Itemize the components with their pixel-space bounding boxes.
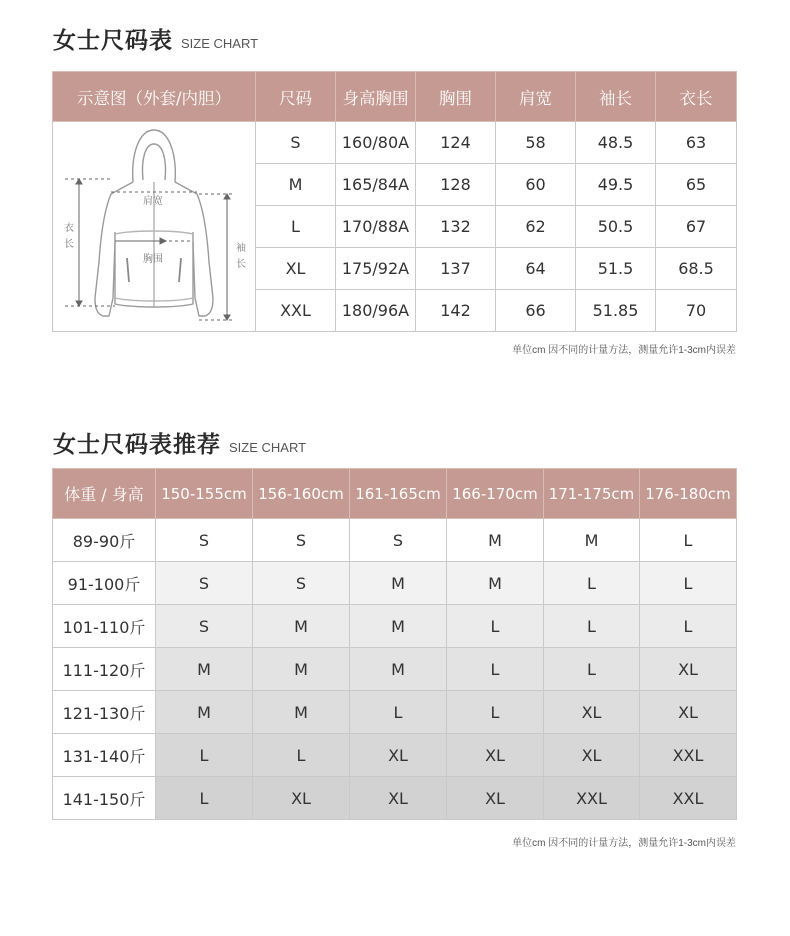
size-cell: S bbox=[156, 562, 253, 605]
length-cell: 63 bbox=[656, 122, 737, 164]
table-row bbox=[53, 519, 737, 562]
size-cell: L bbox=[640, 605, 737, 648]
size-cell: L bbox=[544, 562, 640, 605]
table-row bbox=[53, 648, 737, 691]
table-row bbox=[53, 605, 737, 648]
chest-cell: 137 bbox=[416, 248, 496, 290]
size-cell: XL bbox=[256, 248, 336, 290]
size-cell: XL bbox=[544, 691, 640, 734]
header-height-range: 156-160cm bbox=[253, 469, 350, 519]
size-cell: S bbox=[156, 605, 253, 648]
weight-cell: 91-100斤 bbox=[53, 562, 156, 605]
weight-cell: 89-90斤 bbox=[53, 519, 156, 562]
size-cell: XXL bbox=[640, 777, 737, 820]
size-cell: XL bbox=[640, 648, 737, 691]
header-height-range: 161-165cm bbox=[350, 469, 447, 519]
chest-cell: 132 bbox=[416, 206, 496, 248]
length-cell: 68.5 bbox=[656, 248, 737, 290]
weight-cell: 131-140斤 bbox=[53, 734, 156, 777]
size-cell: S bbox=[253, 519, 350, 562]
weight-cell: 121-130斤 bbox=[53, 691, 156, 734]
size-cell: S bbox=[350, 519, 447, 562]
size-cell: XL bbox=[544, 734, 640, 777]
diagram-label-sleeve: 袖长 bbox=[233, 242, 245, 274]
header-size: 尺码 bbox=[256, 72, 336, 122]
recommend-header-row bbox=[53, 469, 737, 519]
diagram-label-shoulder: 肩宽 bbox=[143, 196, 163, 207]
table-row bbox=[53, 691, 737, 734]
header-height-range: 176-180cm bbox=[640, 469, 737, 519]
size-cell: M bbox=[544, 519, 640, 562]
header-height-range: 166-170cm bbox=[447, 469, 544, 519]
measurement-note: 单位cm 因不同的计量方法，测量允许1-3cm内误差 bbox=[512, 345, 736, 356]
size-chart-table bbox=[52, 71, 737, 332]
size-cell: M bbox=[350, 648, 447, 691]
height-chest-cell: 175/92A bbox=[336, 248, 416, 290]
shoulder-cell: 66 bbox=[496, 290, 576, 332]
size-cell: XL bbox=[350, 777, 447, 820]
size-recommend-title-zh: 女士尺码表推荐 bbox=[53, 432, 221, 458]
sleeve-cell: 49.5 bbox=[576, 164, 656, 206]
size-cell: S bbox=[156, 519, 253, 562]
shoulder-cell: 64 bbox=[496, 248, 576, 290]
jacket-illustration-icon bbox=[53, 122, 256, 331]
size-chart-header-row bbox=[53, 72, 737, 122]
shoulder-cell: 60 bbox=[496, 164, 576, 206]
size-cell: XL bbox=[350, 734, 447, 777]
size-cell: L bbox=[447, 691, 544, 734]
size-cell: M bbox=[253, 691, 350, 734]
size-cell: L bbox=[640, 562, 737, 605]
length-cell: 65 bbox=[656, 164, 737, 206]
size-cell: XXL bbox=[544, 777, 640, 820]
size-cell: M bbox=[256, 164, 336, 206]
chest-cell: 128 bbox=[416, 164, 496, 206]
height-chest-cell: 160/80A bbox=[336, 122, 416, 164]
size-cell: XL bbox=[447, 734, 544, 777]
size-cell: S bbox=[256, 122, 336, 164]
sleeve-cell: 51.85 bbox=[576, 290, 656, 332]
shoulder-cell: 62 bbox=[496, 206, 576, 248]
size-cell: L bbox=[256, 206, 336, 248]
size-cell: XL bbox=[447, 777, 544, 820]
weight-cell: 111-120斤 bbox=[53, 648, 156, 691]
size-cell: S bbox=[253, 562, 350, 605]
header-length: 衣长 bbox=[656, 72, 737, 122]
size-cell: XL bbox=[253, 777, 350, 820]
jacket-diagram bbox=[53, 122, 256, 332]
size-cell: L bbox=[640, 519, 737, 562]
size-cell: L bbox=[156, 777, 253, 820]
table-row bbox=[53, 734, 737, 777]
weight-cell: 141-150斤 bbox=[53, 777, 156, 820]
size-cell: XXL bbox=[640, 734, 737, 777]
chest-cell: 124 bbox=[416, 122, 496, 164]
size-cell: M bbox=[447, 562, 544, 605]
size-chart-title-en: SIZE CHART bbox=[181, 36, 259, 51]
size-cell: L bbox=[156, 734, 253, 777]
size-recommend-table bbox=[52, 468, 737, 820]
table-row bbox=[53, 777, 737, 820]
size-cell: XXL bbox=[256, 290, 336, 332]
diagram-label-chest: 胸围 bbox=[143, 254, 163, 265]
size-cell: XL bbox=[640, 691, 737, 734]
size-cell: L bbox=[447, 648, 544, 691]
size-chart-title bbox=[53, 22, 258, 55]
size-cell: M bbox=[156, 648, 253, 691]
header-sleeve: 袖长 bbox=[576, 72, 656, 122]
size-cell: L bbox=[253, 734, 350, 777]
header-shoulder: 肩宽 bbox=[496, 72, 576, 122]
length-cell: 70 bbox=[656, 290, 737, 332]
height-chest-cell: 170/88A bbox=[336, 206, 416, 248]
chest-cell: 142 bbox=[416, 290, 496, 332]
header-diagram: 示意图（外套/内胆） bbox=[53, 72, 256, 122]
diagram-label-length: 衣长 bbox=[61, 222, 73, 254]
sleeve-cell: 48.5 bbox=[576, 122, 656, 164]
size-cell: M bbox=[156, 691, 253, 734]
size-cell: M bbox=[350, 562, 447, 605]
size-chart-title-zh: 女士尺码表 bbox=[53, 28, 173, 54]
header-height-range: 171-175cm bbox=[544, 469, 640, 519]
size-recommend-title bbox=[53, 426, 306, 459]
size-cell: M bbox=[253, 605, 350, 648]
weight-cell: 101-110斤 bbox=[53, 605, 156, 648]
size-cell: L bbox=[544, 605, 640, 648]
shoulder-cell: 58 bbox=[496, 122, 576, 164]
size-cell: M bbox=[253, 648, 350, 691]
height-chest-cell: 180/96A bbox=[336, 290, 416, 332]
header-weight-height: 体重 / 身高 bbox=[53, 469, 156, 519]
sleeve-cell: 50.5 bbox=[576, 206, 656, 248]
length-cell: 67 bbox=[656, 206, 737, 248]
height-chest-cell: 165/84A bbox=[336, 164, 416, 206]
table-row bbox=[53, 562, 737, 605]
size-cell: L bbox=[544, 648, 640, 691]
size-cell: L bbox=[350, 691, 447, 734]
size-cell: M bbox=[447, 519, 544, 562]
size-recommend-title-en: SIZE CHART bbox=[229, 440, 307, 455]
sleeve-cell: 51.5 bbox=[576, 248, 656, 290]
header-chest: 胸围 bbox=[416, 72, 496, 122]
table-row bbox=[53, 122, 737, 164]
size-cell: L bbox=[447, 605, 544, 648]
header-height-range: 150-155cm bbox=[156, 469, 253, 519]
header-height-chest: 身高胸围 bbox=[336, 72, 416, 122]
measurement-note: 单位cm 因不同的计量方法，测量允许1-3cm内误差 bbox=[512, 838, 736, 849]
size-cell: M bbox=[350, 605, 447, 648]
